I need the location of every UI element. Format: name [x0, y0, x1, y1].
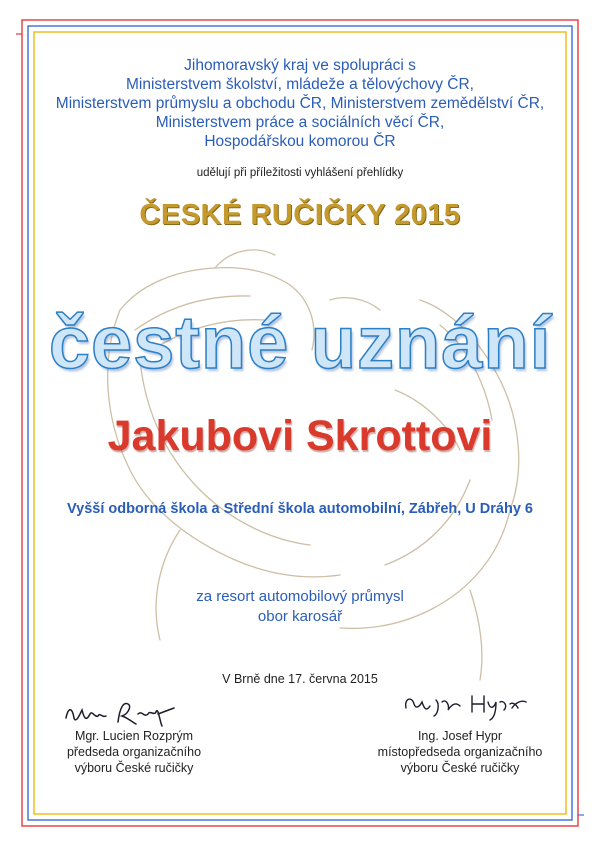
issuers-block	[0, 56, 600, 151]
category-block	[0, 587, 600, 627]
award-title: čestné uznání	[48, 301, 552, 384]
intro-text: udělují při příležitosti vyhlášení přehlídky	[196, 167, 404, 179]
issuer-line: Jihomoravský kraj ve spolupráci s	[184, 57, 416, 74]
event-title: ČESKÉ RUČIČKY 2015	[139, 199, 461, 231]
signature-block-right	[360, 728, 560, 776]
signature-block-left	[34, 728, 234, 776]
date-place: V Brně dne 17. června 2015	[222, 672, 378, 686]
signature-right-icon	[400, 690, 530, 722]
signatory-role: výboru České ručičky	[74, 761, 194, 775]
issuer-line: Hospodářskou komorou ČR	[204, 133, 396, 150]
signatory-role: výboru České ručičky	[400, 761, 520, 775]
issuer-line: Ministerstvem školství, mládeže a tělovýchovy ČR,	[126, 76, 474, 93]
signatory-role: místopředseda organizačního	[377, 745, 543, 759]
issuer-line: Ministerstvem práce a sociálních věcí ČR,	[155, 114, 445, 131]
issuer-line: Ministerstvem průmyslu a obchodu ČR, Ministerstvem zemědělství ČR,	[55, 95, 545, 112]
signature-left-icon	[62, 696, 182, 730]
signatory-name: Mgr. Lucien Rozprým	[74, 729, 194, 743]
school-name: Vyšší odborná škola a Střední škola automobilní, Zábřeh, U Dráhy 6	[67, 501, 533, 517]
category-field: obor karosář	[257, 608, 343, 625]
category-resort: za resort automobilový průmysl	[196, 588, 404, 605]
signatory-name: Ing. Josef Hypr	[417, 729, 503, 743]
recipient-name: Jakubovi Skrottovi	[107, 412, 493, 460]
signatory-role: předseda organizačního	[66, 745, 202, 759]
